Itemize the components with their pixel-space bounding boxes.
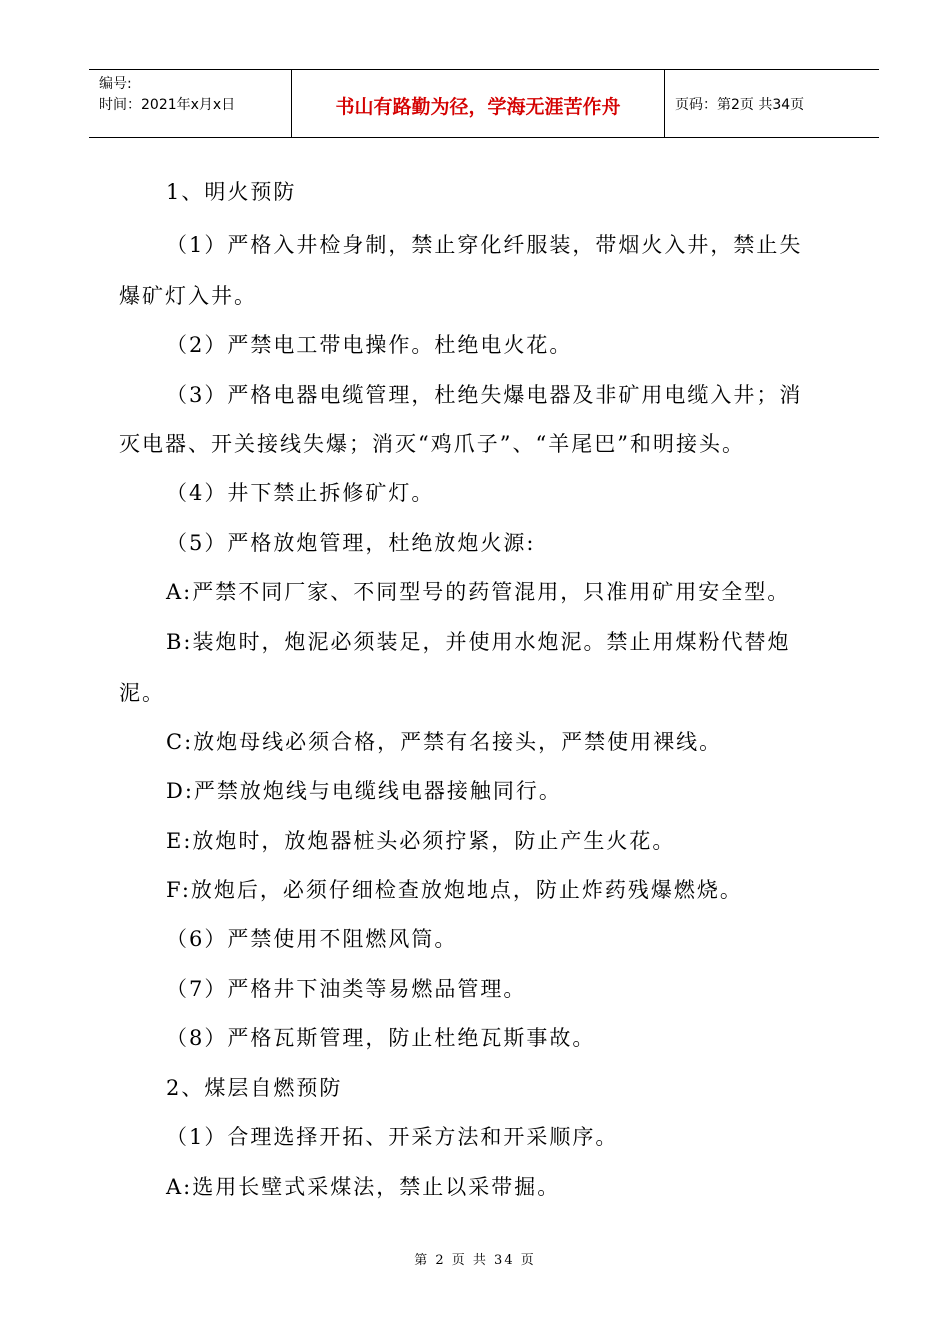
list-item-line: D:严禁放炮线与电缆线电器接触同行。 xyxy=(166,779,562,803)
section-heading: 1、明火预防 xyxy=(166,180,297,204)
page-footer: 第 2 页 共 34 页 xyxy=(414,1253,536,1268)
header-page-number: 页码：第2页 共34页 xyxy=(675,97,805,113)
serial-number-label: 编号: xyxy=(99,76,132,92)
paragraph-line: （1）严格入井检身制，禁止穿化纤服装，带烟火入井，禁止失 xyxy=(166,233,803,257)
header-motto: 书山有路勤为径，学海无涯苦作舟 xyxy=(335,96,621,118)
paragraph-line: （7）严格井下油类等易燃品管理。 xyxy=(166,977,527,1001)
paragraph-line: （1）合理选择开拓、开采方法和开采顺序。 xyxy=(166,1125,619,1149)
paragraph-line: （6）严禁使用不阻燃风筒。 xyxy=(166,927,458,951)
list-item-line: F:放炮后，必须仔细检查放炮地点，防止炸药残爆燃烧。 xyxy=(166,878,743,902)
paragraph-line: （3）严格电器电缆管理，杜绝失爆电器及非矿用电缆入井；消 xyxy=(166,383,803,407)
list-item-line: C:放炮母线必须合格，严禁有名接头，严禁使用裸线。 xyxy=(166,730,723,754)
paragraph-line: 爆矿灯入井。 xyxy=(119,284,257,308)
list-item-line: A:严禁不同厂家、不同型号的药管混用，只准用矿用安全型。 xyxy=(166,580,791,604)
section-heading: 2、煤层自燃预防 xyxy=(166,1076,343,1100)
header-meta xyxy=(89,70,291,137)
header-page-cell xyxy=(664,70,879,137)
list-item-line: 泥。 xyxy=(119,681,165,705)
paragraph-line: （2）严禁电工带电操作。杜绝电火花。 xyxy=(166,333,573,357)
paragraph-line: （5）严格放炮管理，杜绝放炮火源: xyxy=(166,531,536,555)
paragraph-line: 灭电器、开关接线失爆；消灭“鸡爪子”、“羊尾巴”和明接头。 xyxy=(119,432,745,456)
time-label: 时间：2021年x月x日 xyxy=(99,97,236,113)
header-motto-cell xyxy=(291,70,665,137)
list-item-line: B:装炮时，炮泥必须装足，并使用水炮泥。禁止用煤粉代替炮 xyxy=(166,630,791,654)
list-item-line: E:放炮时，放炮器桩头必须拧紧，防止产生火花。 xyxy=(166,829,676,853)
paragraph-line: （8）严格瓦斯管理，防止杜绝瓦斯事故。 xyxy=(166,1026,596,1050)
list-item-line: A:选用长壁式采煤法，禁止以采带掘。 xyxy=(166,1175,561,1199)
paragraph-line: （4）井下禁止拆修矿灯。 xyxy=(166,481,435,505)
page-header xyxy=(89,69,879,138)
